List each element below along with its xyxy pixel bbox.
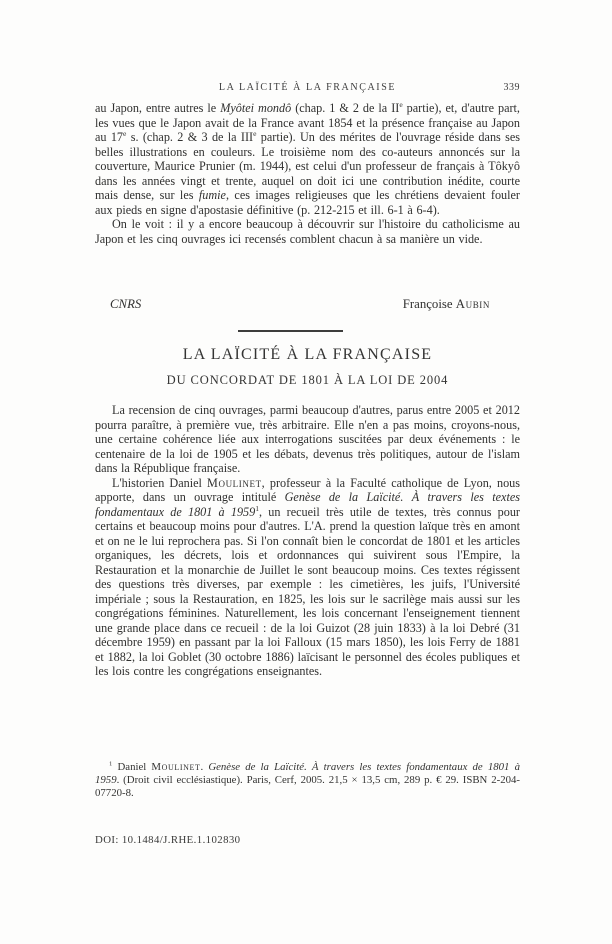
page-number: 339 [503,82,520,93]
text-run: L'historien Daniel [112,475,208,490]
text-run: Aubin [455,297,490,311]
article-body [95,403,520,679]
text-run: La recension de cinq ouvrages, parmi beaucoup d'autres, parus entre 2005 et 2012 pourra paraître, à première vue, très arbitraire. Elle n'en a pas moins, croyons-nous, une certaine cohérence liée aux interrogations suscitées par deux événements : le centenaire de la loi de 1905 et les débats, devenus très politiques, autour de l'islam dans la République française. [95,403,520,475]
article-title: LA LAÏCITÉ À LA FRANÇAISE [182,346,433,363]
text-run: e [123,128,127,138]
text-run: On le voit : il y a encore beaucoup à découvrir sur l'histoire du catholicisme au Japon et les cinq ouvrages ici recensés comblent chacun à sa manière un vide. [95,217,520,246]
text-run: Daniel [112,761,152,773]
text-run: 1 [255,503,260,513]
text-run: au Japon, entre autres le [95,101,221,115]
text-run: , professeur à la Faculté catholique de Lyon, nous apporte, dans un ouvrage intitulé [95,475,520,504]
paragraph [95,476,520,679]
signature-author [403,297,490,312]
running-title: LA LAÏCITÉ À LA FRANÇAISE [218,82,397,93]
review-signature [95,297,520,312]
text-run: Françoise [402,297,456,311]
text-run: 1 [109,760,113,768]
paragraph [95,403,520,476]
text-run: Moulinet [207,475,262,490]
text-run: , ces images religieuses que les chrétiens devaient fouler aux pieds en signe d'apostasie définitive (p. 212-215 et ill. 6-1 à 6-4). [95,188,520,217]
text-run: Genèse de la Laïcité. À travers les textes fondamentaux de 1801 à 1959 [95,490,520,519]
previous-review-continuation [95,101,520,246]
running-header [95,82,520,93]
text-run: e [399,99,403,109]
text-run: Moulinet [151,761,201,773]
paragraph [95,101,520,217]
signature-affiliation: CNRS [110,297,142,311]
section-divider-rule [238,330,343,332]
text-run: Myôtei mondô [220,101,292,115]
text-run: partie), et, d'autre part, les vues que le Japon avait de la France avant 1854 et la présence française au Japon au 17 [95,101,520,144]
footnote [95,761,520,800]
text-run: partie). Un des mérites de l'ouvrage réside dans ses belles illustrations en couleurs. Le troisième nom des co-auteurs annoncés sur la couverture, Maurice Prunier (m. 1944), est celui d'un professeur de français à Tôkyô dans les années vingt et trente, auquel on doit ici une contribution inédite, courte mais dense, sur les [95,130,521,202]
paragraph [95,217,520,246]
text-run: , un recueil très utile de textes, très connus pour certains et beaucoup moins pour d'autres. L'A. prend la question laïque très en amont et on ne le lui reprochera pas. Si l'on connaît bien le concordat de 1801 et les articles organiques, les décrets, lois et ordonnances qui suivirent sous l'Empire, la Restauration et la monarchie de Juillet le sont beaucoup moins. Ces textes régissent des questions très diverses, par exemple : les cimetières, les juifs, l'Université impériale ; sous la Restauration, en 1825, les lois sur le sacrilège mais aussi sur les congrégations féminines. Naturellement, les lois concernant l'enseignement tiennent une grande place dans ce recueil : de la loi Guizot (28 juin 1833) à la loi Debré (31 décembre 1959) en passant par la loi Falloux (15 mars 1850), les lois Ferry de 1881 et 1882, la loi Goblet (30 octobre 1886) laïcisant le personnel des écoles publiques et les lois contre les congrégations enseignantes. [95,504,520,678]
text-run: . (Droit civil ecclésiastique). Paris, Cerf, 2005. 21,5 × 13,5 cm, 289 p. € 29. ISBN 2-204-07720-8. [95,774,520,799]
article-subtitle: DU CONCORDAT DE 1801 À LA LOI DE 2004 [166,373,449,387]
text-run: Genèse de la Laïcité. À travers les textes fondamentaux de 1801 à 1959 [95,761,520,786]
paragraph [95,761,520,800]
text-run: s. (chap. 2 & 3 de la III [126,130,254,144]
text-run: . [200,761,209,773]
text-run: (chap. 1 & 2 de la II [291,101,400,115]
doi-line: DOI: 10.1484/J.RHE.1.102830 [95,834,241,846]
text-run: fumie [198,188,226,202]
text-run: e [253,128,257,138]
